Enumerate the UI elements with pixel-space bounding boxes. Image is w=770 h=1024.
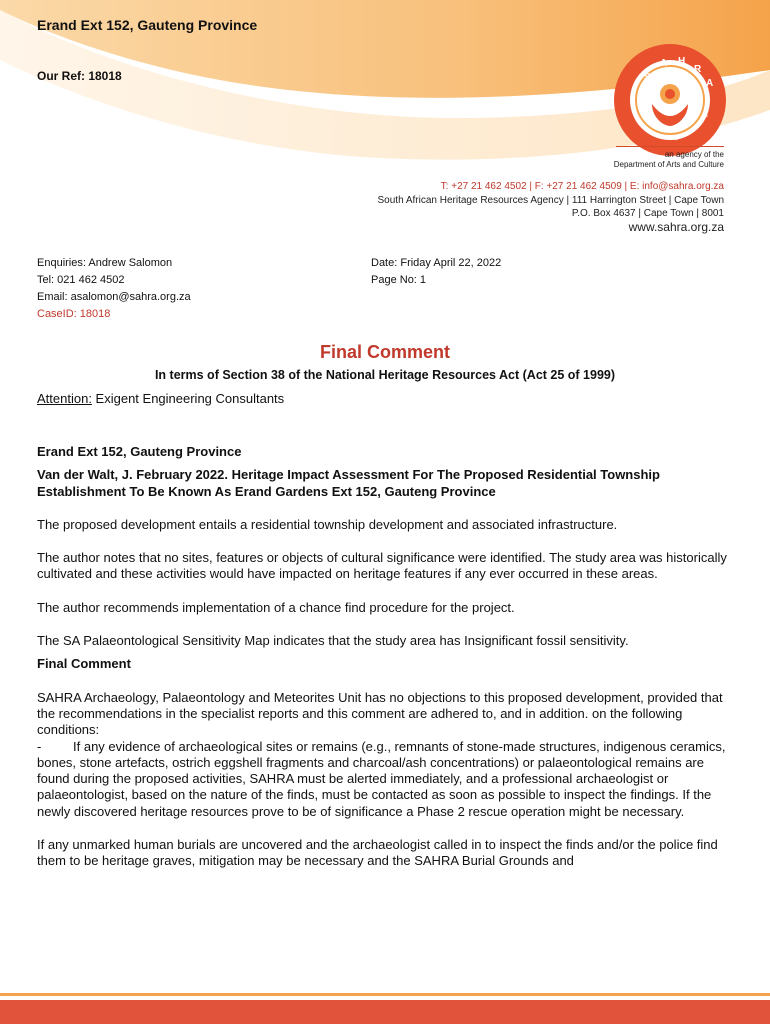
contact-phone-line: T: +27 21 462 4502 | F: +27 21 462 4509 | E: info@sahra.org.za [440, 181, 724, 192]
paragraph: The proposed development entails a residential township development and associated infrastructure. [37, 516, 618, 532]
document-heading: Final Comment [319, 342, 450, 362]
logo-letter: R [694, 64, 702, 75]
date: Date: Friday April 22, 2022 [371, 257, 502, 269]
attention-label: Attention: [37, 391, 92, 406]
case-id: CaseID: 18018 [37, 308, 111, 320]
enquiries: Enquiries: Andrew Salomon [37, 257, 173, 269]
logo-letter: A [660, 58, 668, 69]
report-title: Van der Walt, J. February 2022. Heritage Impact Assessment For The Proposed Residential Township Establishment To Be Known As Erand Gardens Ext 152, Gauteng Province [37, 467, 660, 499]
paragraph: If any unmarked human burials are uncovered and the archaeologist called in to inspect the finds and/or the police find them to be heritage graves, mitigation may be necessary and the SAHRA Burial Grounds and [37, 837, 718, 869]
agency-block [614, 150, 724, 170]
footer-bar [0, 1000, 770, 1024]
logo-letter: H [678, 56, 686, 67]
agency-divider [616, 146, 724, 147]
logo-letter: A [706, 78, 714, 89]
contact-address-2: P.O. Box 4637 | Cape Town | 8001 [571, 208, 724, 219]
paragraph: The author recommends implementation of a chance find procedure for the project. [37, 599, 515, 615]
paragraph: The author notes that no sites, features or objects of cultural significance were identified. The study area was historically cultivated and these activities would have impacted on heritage features if any ever occurred in these areas. [37, 550, 727, 582]
final-comment-label: Final Comment [37, 656, 131, 672]
date-block [371, 255, 501, 289]
email: Email: asalomon@sahra.org.za [37, 291, 191, 303]
sahra-logo [612, 42, 728, 158]
contact-website: www.sahra.org.za [628, 219, 724, 234]
agency-line-2: Department of Arts and Culture [613, 160, 724, 169]
condition-dash: - [37, 738, 42, 754]
enquiries-block [37, 255, 191, 323]
logo-arc-text: South African Heritage Resources Age [632, 110, 710, 142]
paragraph: SAHRA Archaeology, Palaeontology and Meteorites Unit has no objections to this proposed development, provided that the recommendations in the specialist reports and this comment are adhered to, and in addition. on the following conditions: [37, 689, 723, 738]
contact-block [378, 180, 725, 234]
telephone: Tel: 021 462 4502 [37, 274, 125, 286]
contact-address-1: South African Heritage Resources Agency | 111 Harrington Street | Cape Town [377, 194, 724, 206]
logo-letter: S [644, 72, 651, 83]
project-title: Erand Ext 152, Gauteng Province [37, 444, 242, 459]
footer-stripe [0, 993, 770, 996]
our-reference: Our Ref: 18018 [37, 69, 122, 83]
document-body [37, 444, 737, 870]
page-number: Page No: 1 [371, 274, 427, 286]
header-title: Erand Ext 152, Gauteng Province [37, 17, 258, 33]
attention-line [37, 391, 284, 406]
paragraph: The SA Palaeontological Sensitivity Map indicates that the study area has Insignificant fossil sensitivity. [37, 633, 629, 649]
condition-item [37, 739, 737, 820]
agency-line-1: an agency of the [664, 150, 724, 159]
condition-text: If any evidence of archaeological sites or remains (e.g., remnants of stone-made structures, indigenous ceramics, bones, stone artefacts, ostrich eggshell fragments and charcoal/ash concentrations) or palaeontological remains are found during the proposed activities, SAHRA must be alerted immediately, and a professional archaeologist or palaeontologist, based on the nature of the finds, must be contacted as soon as possible to inspect the findings. If the newly discovered heritage resources prove to be of significance a Phase 2 rescue operation might be necessary. [37, 738, 726, 819]
document-subheading: In terms of Section 38 of the National Heritage Resources Act (Act 25 of 1999) [154, 368, 616, 382]
attention-value: Exigent Engineering Consultants [91, 391, 285, 406]
